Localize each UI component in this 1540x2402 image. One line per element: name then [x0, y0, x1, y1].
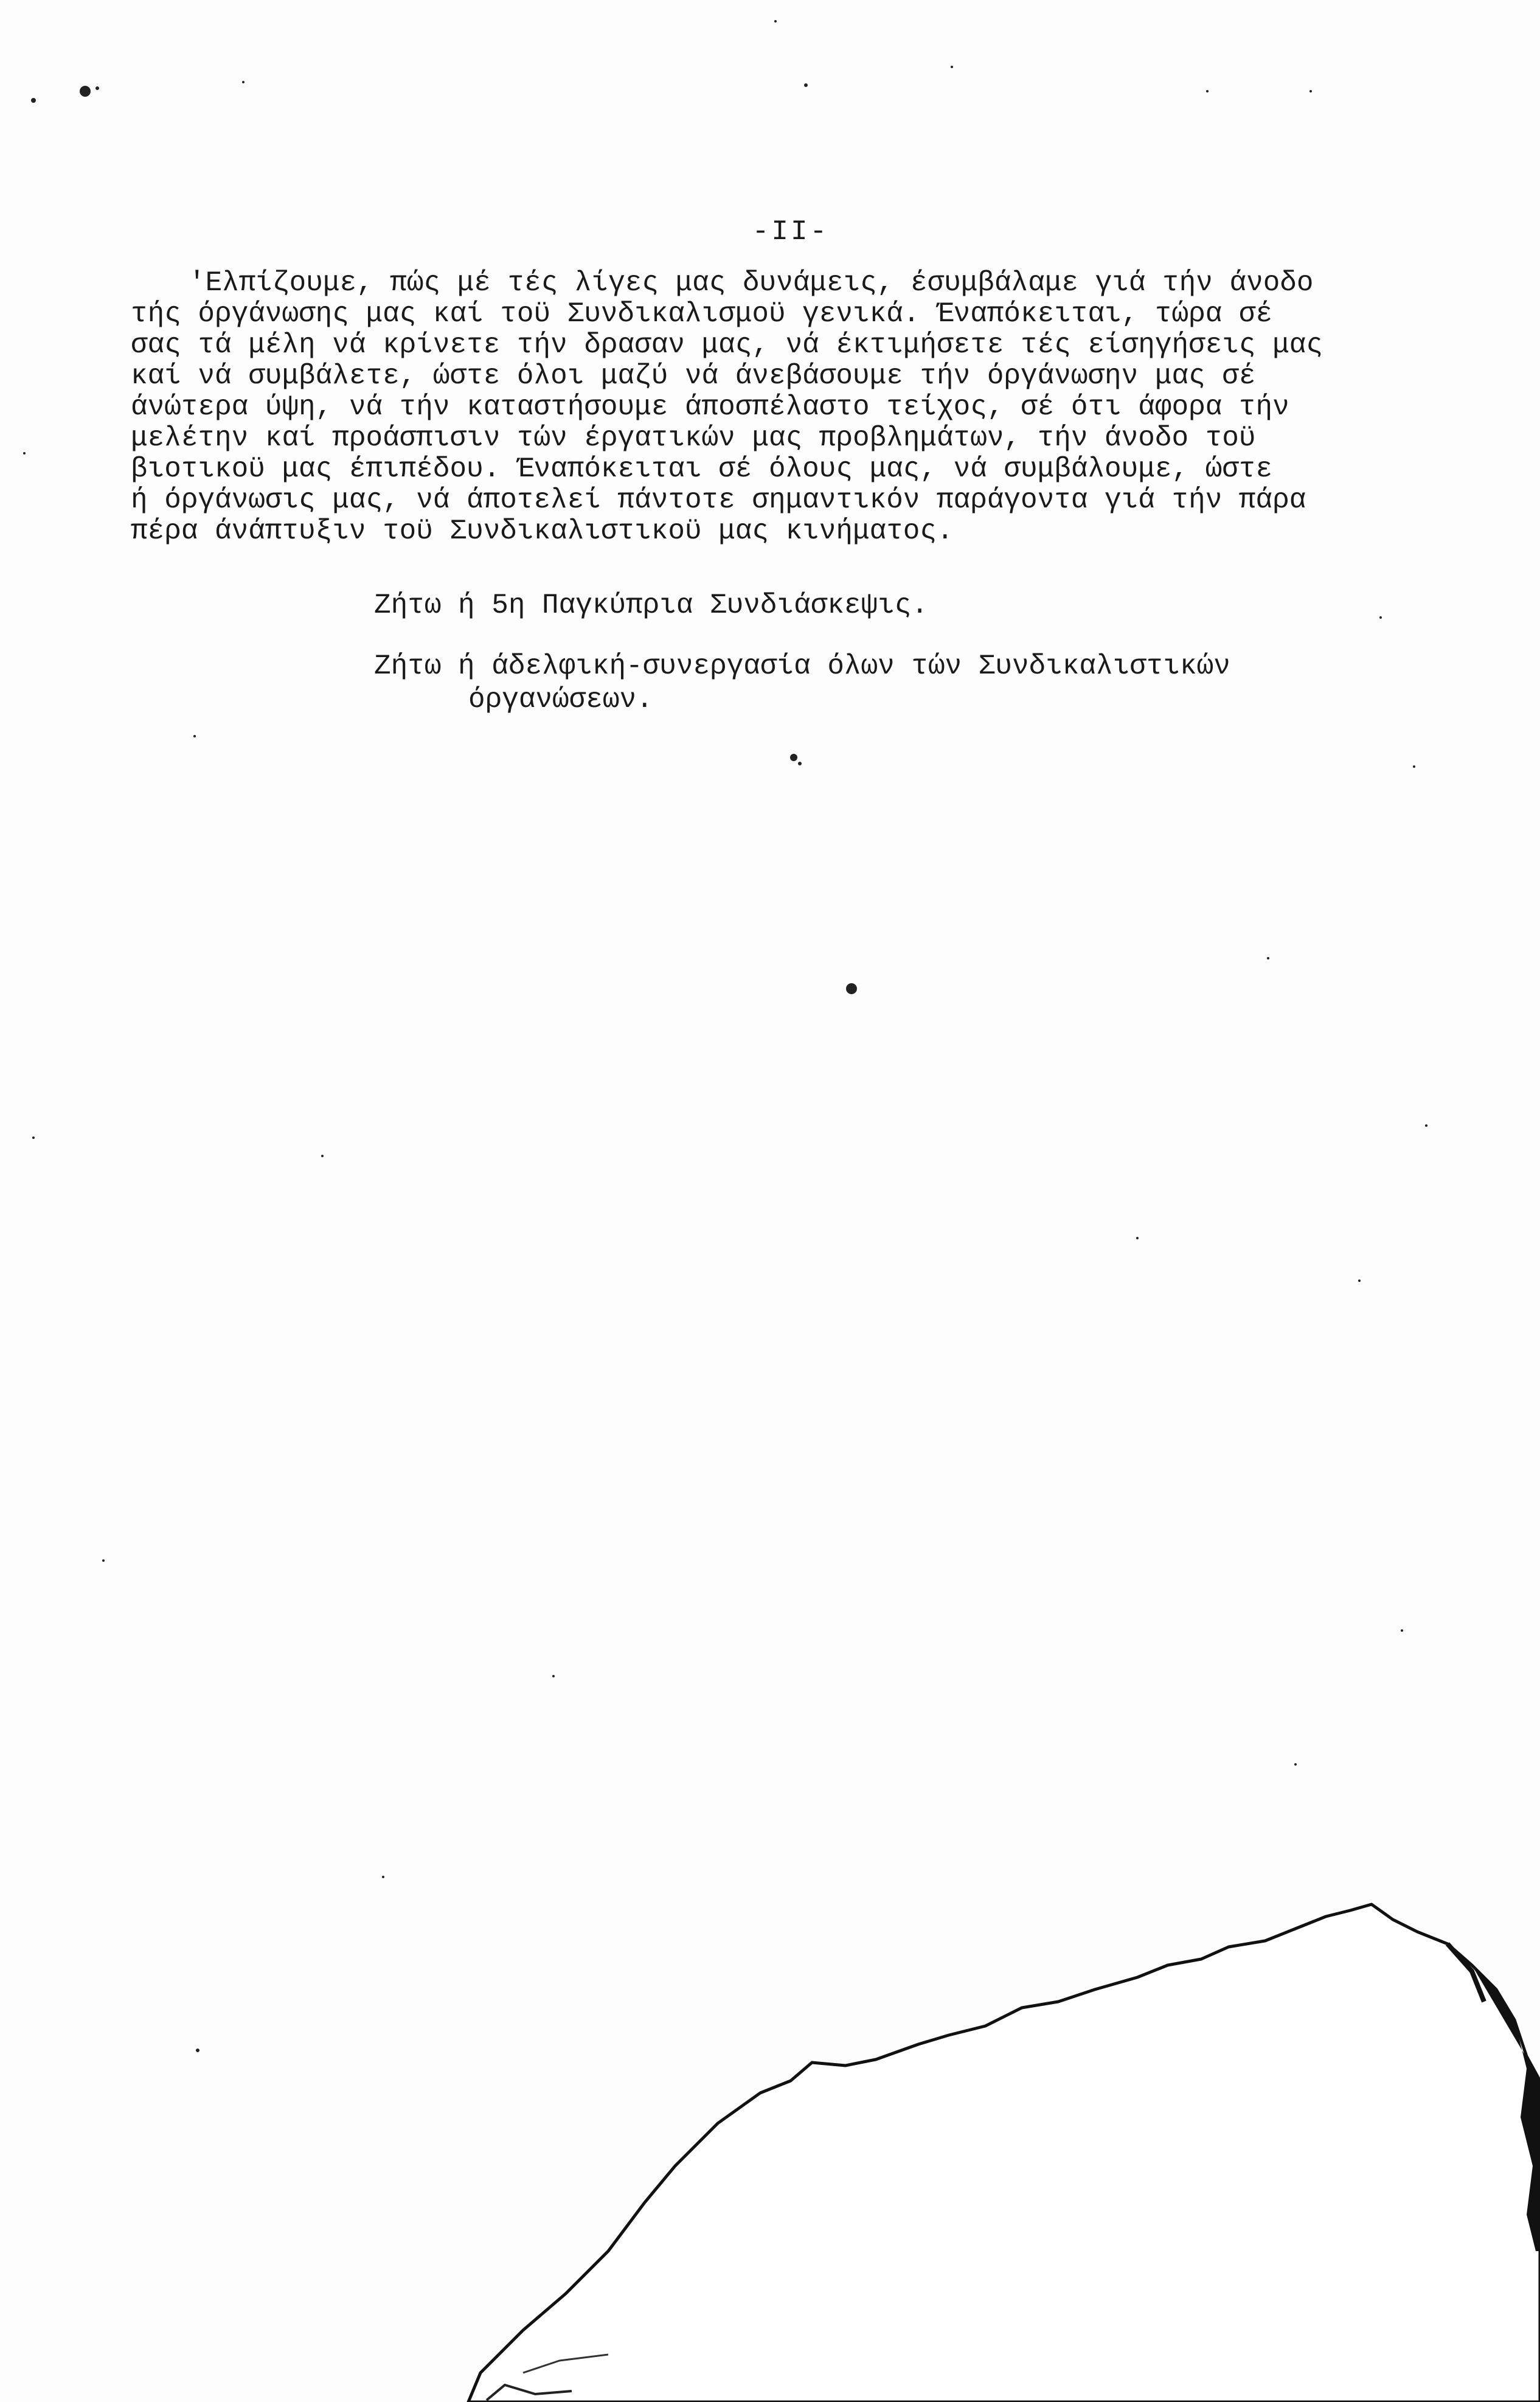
paragraph-line: τής όργάνωσης μας καί τοϋ Συνδικαλισμοϋ γενικά. Έναπόκειται, τώρα σέ — [131, 298, 1273, 330]
closing-line-continuation: όργανώσεων. — [468, 684, 653, 715]
paragraph-line: σας τά μέλη νά κρίνετε τήν δρασαν μας, νά έκτιμήσετε τές είσηγήσεις μας — [131, 329, 1323, 361]
page-number: -II- — [752, 216, 830, 248]
paragraph-line: 'Ελπίζουμε, πώς μέ τές λίγες μας δυνάμεις, έσυμβάλαμε γιά τήν άνοδο — [189, 267, 1314, 299]
paragraph-line: πέρα άνάπτυξιν τοϋ Συνδικαλιστικοϋ μας κινήματος. — [131, 515, 954, 547]
paragraph-line: άνώτερα ύψη, νά τήν καταστήσουμε άποσπέλαστο τείχος, σέ ότι άφορα τήν — [131, 391, 1289, 423]
paragraph-line: καί νά συμβάλετε, ώστε όλοι μαζύ νά άνεβάσουμε τήν όργάνωσην μας σέ — [131, 360, 1256, 392]
closing-line: Ζήτω ή 5η Παγκύπρια Συνδιάσκεψις. — [374, 590, 928, 621]
paragraph-line: μελέτην καί προάσπισιν τών έργατικών μας προβλημάτων, τήν άνοδο τοϋ — [131, 422, 1256, 454]
paragraph-line: ή όργάνωσις μας, νά άποτελεί πάντοτε σημαντικόν παράγοντα γιά τήν πάρα — [131, 484, 1306, 516]
closing-line: Ζήτω ή άδελφική-συνεργασία όλων τών Συνδικαλιστικών — [374, 650, 1230, 682]
paragraph-line: βιοτικοϋ μας έπιπέδου. Έναπόκειται σέ όλους μας, νά συμβάλουμε, ώστε — [131, 453, 1273, 485]
